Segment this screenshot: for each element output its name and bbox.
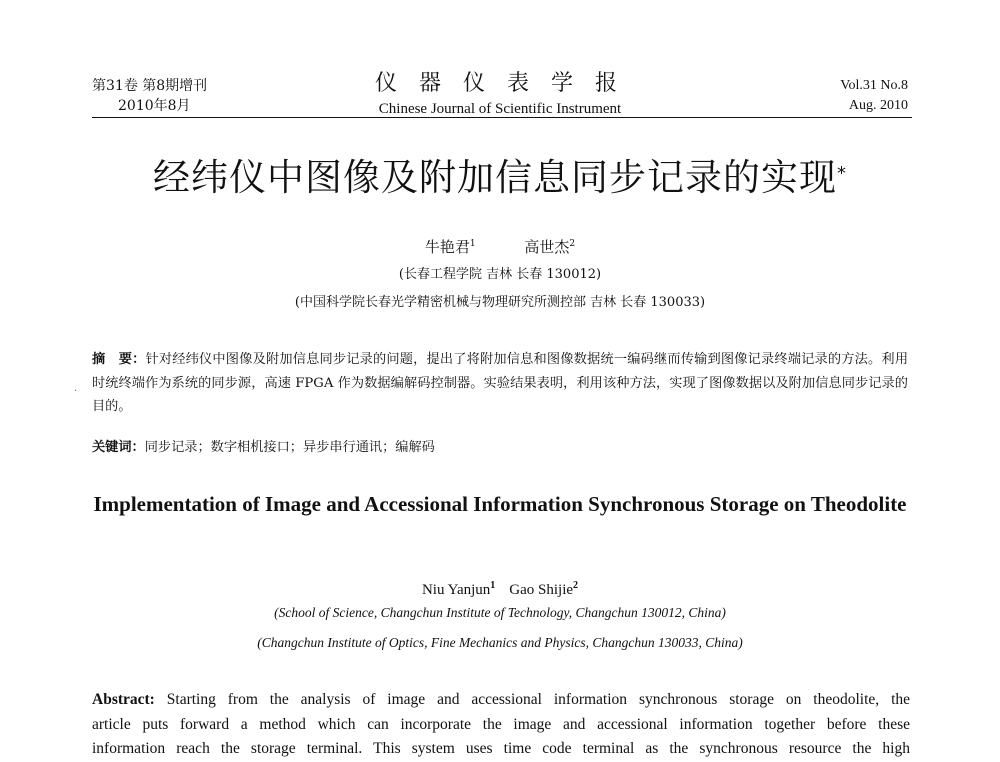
affiliation-cn-2: (中国科学院长春光学精密机械与物理研究所测控部 吉林 长春 130033) (294, 295, 706, 310)
author-en (422, 582, 495, 598)
author-cn (524, 238, 575, 256)
journal-name-en: Chinese Journal of Scientific Instrument (378, 101, 622, 117)
author-en-sup: 1 (490, 580, 496, 591)
author-cn-name: 高世杰 (524, 238, 570, 256)
affiliation-en-2: (Changchun Institute of Optics, Fine Mechanics and Physics, Changchun 130033, China) (257, 635, 743, 650)
margin-mark: · (74, 386, 78, 397)
abstract-en-text: Starting from the analysis of image and accessional information synchronous storage on theodolite, the (166, 691, 910, 708)
author-en (509, 582, 578, 598)
header-volume-cn (92, 76, 207, 116)
affiliation-en-1: (School of Science, Changchun Institute of Technology, Changchun 130012, China) (274, 605, 726, 620)
abstract-en-line (92, 688, 910, 713)
author-en-name: Niu Yanjun (421, 582, 491, 598)
title-cn (0, 155, 1000, 201)
affiliation-cn-1: (长春工程学院 吉林 长春 130012) (398, 267, 602, 282)
header-rule (92, 117, 912, 118)
volume-issue-en: Vol.31 No.8 (840, 78, 908, 93)
author-cn (425, 238, 476, 256)
volume-issue-cn: 第31卷 第8期增刊 (92, 78, 208, 94)
abstract-cn-label: 摘 要： (92, 352, 146, 367)
author-cn-sup: 1 (469, 239, 476, 249)
abstract-cn-text: 针对经纬仪中图像及附加信息同步记录的问题，提出了将附加信息和图像数据统一编码继而传输到图像记录终端记录的方法。利用时统终端作为系统的同步源，高速 FPGA 作为数据编解码控制器。实验结果表明，利用该种方法，实现了图像数据以及附加信息同步记录的目的。 (92, 352, 909, 414)
author-cn-name: 牛艳君 (424, 238, 470, 256)
abstract-en-line: article puts forward a method which can incorporate the image and accessional information together before these (92, 715, 910, 733)
keywords-cn (92, 438, 908, 458)
abstract-en (92, 688, 910, 762)
title-footnote-mark: * (837, 163, 847, 184)
header-volume-en (840, 76, 908, 116)
abstract-cn (92, 348, 908, 419)
author-cn-sup: 2 (569, 239, 576, 249)
title-en: Implementation of Image and Accessional Information Synchronous Storage on Theodolite (93, 492, 907, 516)
title-cn-text: 经纬仪中图像及附加信息同步记录的实现 (153, 156, 837, 199)
authors-en (0, 576, 1000, 600)
journal-name-cn: 仪器仪表学报 (374, 71, 639, 96)
author-en-sup: 2 (573, 580, 579, 591)
date-en: Aug. 2010 (848, 98, 908, 113)
keywords-cn-text: 同步记录；数字相机接口；异步串行通讯；编解码 (144, 440, 435, 455)
date-cn: 2010年8月 (118, 98, 191, 114)
keywords-cn-label: 关键词： (92, 440, 145, 455)
abstract-en-label: Abstract: (92, 691, 155, 708)
author-en-name: Gao Shijie (509, 582, 574, 598)
authors-cn (0, 234, 1000, 257)
abstract-en-line: information reach the storage terminal. This system uses time code terminal as the synchronous resource the high (92, 740, 910, 757)
header-journal (330, 70, 670, 118)
